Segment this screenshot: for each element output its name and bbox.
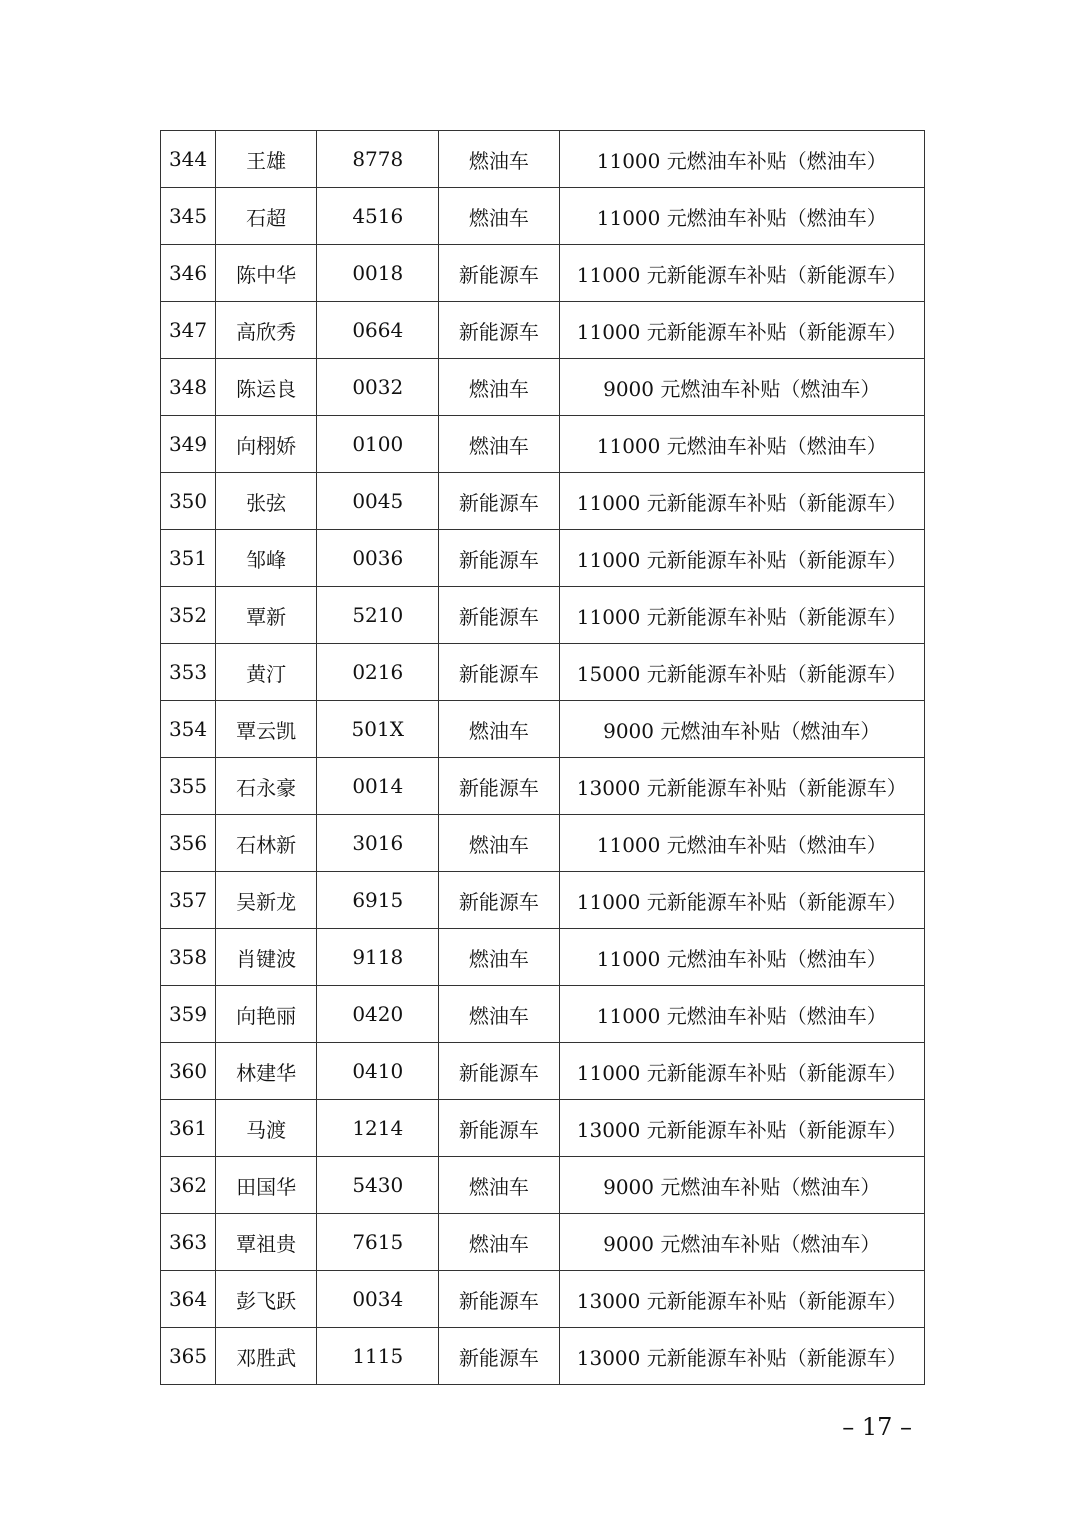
cell-name: 邹峰	[216, 530, 317, 587]
cell-vehicle-type: 新能源车	[439, 872, 559, 929]
cell-id-suffix: 1214	[317, 1100, 439, 1157]
cell-name: 覃新	[216, 587, 317, 644]
cell-name: 林建华	[216, 1043, 317, 1100]
table-row	[161, 1157, 925, 1214]
cell-number: 349	[161, 416, 216, 473]
cell-subsidy: 11000 元新能源车补贴（新能源车）	[559, 1043, 925, 1100]
table-body	[161, 131, 925, 1385]
cell-number: 364	[161, 1271, 216, 1328]
cell-name: 向艳丽	[216, 986, 317, 1043]
table-row	[161, 188, 925, 245]
table-row	[161, 530, 925, 587]
cell-subsidy: 13000 元新能源车补贴（新能源车）	[559, 758, 925, 815]
cell-vehicle-type: 燃油车	[439, 188, 559, 245]
table-row	[161, 1043, 925, 1100]
cell-number: 351	[161, 530, 216, 587]
cell-name: 陈中华	[216, 245, 317, 302]
cell-vehicle-type: 燃油车	[439, 1214, 559, 1271]
cell-subsidy: 11000 元燃油车补贴（燃油车）	[559, 188, 925, 245]
cell-vehicle-type: 新能源车	[439, 1043, 559, 1100]
table-row	[161, 1214, 925, 1271]
cell-number: 360	[161, 1043, 216, 1100]
table-row	[161, 986, 925, 1043]
table-row	[161, 587, 925, 644]
cell-vehicle-type: 新能源车	[439, 530, 559, 587]
cell-id-suffix: 0014	[317, 758, 439, 815]
cell-subsidy: 13000 元新能源车补贴（新能源车）	[559, 1100, 925, 1157]
cell-subsidy: 9000 元燃油车补贴（燃油车）	[559, 359, 925, 416]
cell-number: 356	[161, 815, 216, 872]
cell-id-suffix: 0100	[317, 416, 439, 473]
cell-name: 陈运良	[216, 359, 317, 416]
cell-name: 覃祖贵	[216, 1214, 317, 1271]
cell-number: 355	[161, 758, 216, 815]
cell-subsidy: 11000 元新能源车补贴（新能源车）	[559, 530, 925, 587]
cell-number: 362	[161, 1157, 216, 1214]
cell-number: 354	[161, 701, 216, 758]
cell-id-suffix: 0036	[317, 530, 439, 587]
cell-vehicle-type: 燃油车	[439, 929, 559, 986]
cell-subsidy: 11000 元新能源车补贴（新能源车）	[559, 245, 925, 302]
cell-id-suffix: 0034	[317, 1271, 439, 1328]
cell-number: 347	[161, 302, 216, 359]
cell-number: 359	[161, 986, 216, 1043]
cell-id-suffix: 0664	[317, 302, 439, 359]
cell-id-suffix: 0032	[317, 359, 439, 416]
cell-vehicle-type: 新能源车	[439, 245, 559, 302]
cell-id-suffix: 1115	[317, 1328, 439, 1385]
subsidy-table	[160, 130, 925, 1385]
cell-name: 覃云凯	[216, 701, 317, 758]
table-row	[161, 302, 925, 359]
cell-id-suffix: 8778	[317, 131, 439, 188]
cell-id-suffix: 0018	[317, 245, 439, 302]
cell-number: 345	[161, 188, 216, 245]
table-row	[161, 131, 925, 188]
cell-id-suffix: 9118	[317, 929, 439, 986]
cell-name: 田国华	[216, 1157, 317, 1214]
cell-subsidy: 9000 元燃油车补贴（燃油车）	[559, 1157, 925, 1214]
table-row	[161, 1271, 925, 1328]
table-row	[161, 359, 925, 416]
cell-vehicle-type: 燃油车	[439, 701, 559, 758]
cell-vehicle-type: 新能源车	[439, 644, 559, 701]
cell-vehicle-type: 新能源车	[439, 758, 559, 815]
cell-name: 王雄	[216, 131, 317, 188]
table-row	[161, 701, 925, 758]
cell-name: 邓胜武	[216, 1328, 317, 1385]
cell-name: 黄汀	[216, 644, 317, 701]
cell-subsidy: 11000 元新能源车补贴（新能源车）	[559, 872, 925, 929]
cell-vehicle-type: 燃油车	[439, 359, 559, 416]
cell-number: 346	[161, 245, 216, 302]
cell-number: 365	[161, 1328, 216, 1385]
cell-id-suffix: 0045	[317, 473, 439, 530]
page-number: – 17 –	[842, 1413, 912, 1441]
cell-subsidy: 11000 元燃油车补贴（燃油车）	[559, 986, 925, 1043]
table-row	[161, 473, 925, 530]
cell-id-suffix: 6915	[317, 872, 439, 929]
table-row	[161, 1328, 925, 1385]
cell-id-suffix: 0420	[317, 986, 439, 1043]
cell-subsidy: 11000 元燃油车补贴（燃油车）	[559, 131, 925, 188]
table-row	[161, 929, 925, 986]
cell-vehicle-type: 新能源车	[439, 587, 559, 644]
cell-name: 彭飞跃	[216, 1271, 317, 1328]
cell-id-suffix: 0410	[317, 1043, 439, 1100]
cell-id-suffix: 5210	[317, 587, 439, 644]
cell-subsidy: 13000 元新能源车补贴（新能源车）	[559, 1271, 925, 1328]
cell-number: 348	[161, 359, 216, 416]
cell-subsidy: 9000 元燃油车补贴（燃油车）	[559, 701, 925, 758]
cell-subsidy: 11000 元新能源车补贴（新能源车）	[559, 302, 925, 359]
cell-id-suffix: 5430	[317, 1157, 439, 1214]
cell-subsidy: 11000 元燃油车补贴（燃油车）	[559, 815, 925, 872]
cell-name: 马渡	[216, 1100, 317, 1157]
cell-id-suffix: 7615	[317, 1214, 439, 1271]
cell-subsidy: 11000 元新能源车补贴（新能源车）	[559, 473, 925, 530]
cell-number: 350	[161, 473, 216, 530]
cell-vehicle-type: 燃油车	[439, 416, 559, 473]
cell-id-suffix: 501X	[317, 701, 439, 758]
cell-vehicle-type: 新能源车	[439, 302, 559, 359]
cell-number: 361	[161, 1100, 216, 1157]
cell-vehicle-type: 燃油车	[439, 131, 559, 188]
cell-id-suffix: 3016	[317, 815, 439, 872]
cell-number: 357	[161, 872, 216, 929]
cell-number: 352	[161, 587, 216, 644]
cell-subsidy: 11000 元新能源车补贴（新能源车）	[559, 587, 925, 644]
table-row	[161, 758, 925, 815]
cell-subsidy: 9000 元燃油车补贴（燃油车）	[559, 1214, 925, 1271]
cell-number: 344	[161, 131, 216, 188]
cell-vehicle-type: 新能源车	[439, 1100, 559, 1157]
cell-subsidy: 13000 元新能源车补贴（新能源车）	[559, 1328, 925, 1385]
cell-subsidy: 15000 元新能源车补贴（新能源车）	[559, 644, 925, 701]
cell-vehicle-type: 新能源车	[439, 473, 559, 530]
cell-name: 肖键波	[216, 929, 317, 986]
cell-vehicle-type: 燃油车	[439, 986, 559, 1043]
cell-name: 吴新龙	[216, 872, 317, 929]
cell-vehicle-type: 燃油车	[439, 815, 559, 872]
cell-id-suffix: 4516	[317, 188, 439, 245]
table-row	[161, 644, 925, 701]
table-row	[161, 245, 925, 302]
cell-vehicle-type: 新能源车	[439, 1271, 559, 1328]
cell-name: 石超	[216, 188, 317, 245]
cell-number: 363	[161, 1214, 216, 1271]
table-row	[161, 416, 925, 473]
cell-number: 358	[161, 929, 216, 986]
cell-id-suffix: 0216	[317, 644, 439, 701]
cell-name: 石永豪	[216, 758, 317, 815]
cell-name: 张弦	[216, 473, 317, 530]
cell-subsidy: 11000 元燃油车补贴（燃油车）	[559, 929, 925, 986]
cell-number: 353	[161, 644, 216, 701]
table-row	[161, 815, 925, 872]
cell-vehicle-type: 燃油车	[439, 1157, 559, 1214]
cell-name: 向栩娇	[216, 416, 317, 473]
table-row	[161, 1100, 925, 1157]
cell-name: 高欣秀	[216, 302, 317, 359]
cell-vehicle-type: 新能源车	[439, 1328, 559, 1385]
cell-name: 石林新	[216, 815, 317, 872]
table-row	[161, 872, 925, 929]
cell-subsidy: 11000 元燃油车补贴（燃油车）	[559, 416, 925, 473]
